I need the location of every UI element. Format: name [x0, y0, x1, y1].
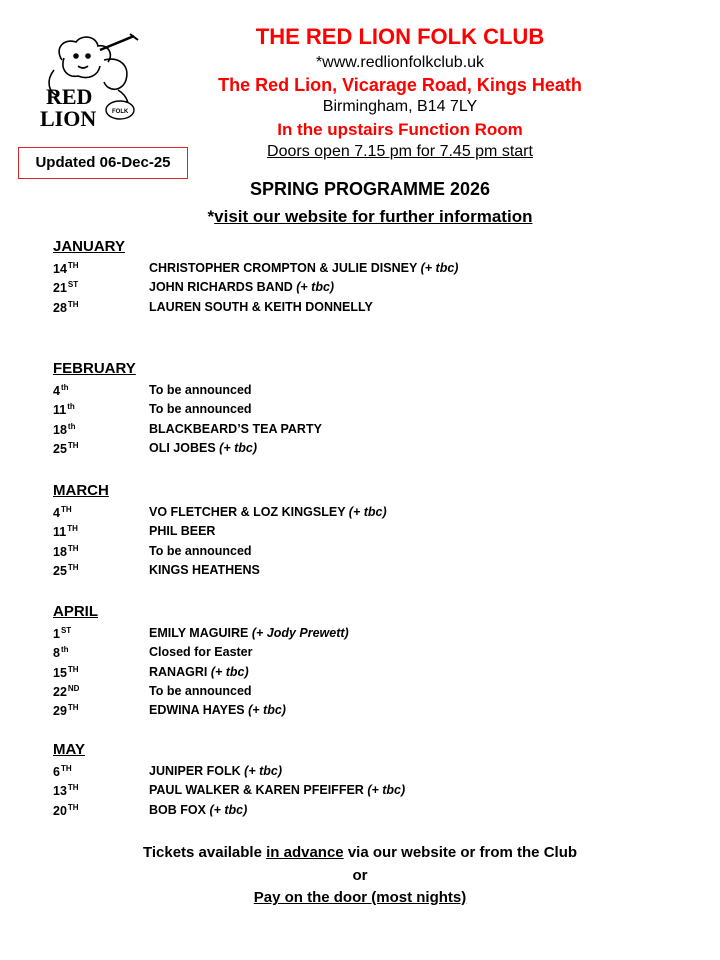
event-date: 25TH — [53, 562, 79, 578]
month-heading: JANUARY — [53, 238, 125, 255]
event-date: 15TH — [53, 664, 79, 680]
venue-address: The Red Lion, Vicarage Road, Kings Heath — [218, 75, 582, 95]
svg-text:RED: RED — [46, 84, 93, 109]
venue-room: In the upstairs Function Room — [277, 120, 523, 139]
event-date: 1ST — [53, 626, 72, 641]
event-date: 14TH — [53, 261, 79, 276]
month-heading: MARCH — [53, 482, 109, 499]
or-text: or — [352, 867, 368, 884]
event-date: 18TH — [53, 543, 79, 559]
club-title: THE RED LION FOLK CLUB — [255, 24, 545, 49]
event-act: EDWINA HAYES (+ tbc) — [149, 703, 286, 718]
event-note: (+ Jody Prewett) — [251, 626, 349, 640]
event-date: 13TH — [53, 783, 79, 799]
event-act: CHRISTOPHER CROMPTON & JULIE DISNEY (+ tbc) — [149, 261, 459, 275]
svg-text:LION: LION — [40, 106, 97, 130]
pay-on-door: Pay on the door (most nights) — [253, 889, 467, 906]
event-date: 6TH — [53, 764, 72, 779]
in-advance-link: in advance — [266, 844, 344, 861]
event-act: BLACKBEARD’S TEA PARTY — [149, 421, 322, 436]
website-url[interactable]: *www.redlionfolkclub.uk — [315, 54, 485, 71]
event-note: (+ tbc) — [367, 783, 406, 798]
event-note: (+ tbc) — [420, 261, 459, 275]
event-date: 4TH — [53, 505, 72, 520]
event-date: 8th — [53, 645, 69, 661]
event-act: To be announced — [149, 402, 252, 417]
updated-date-badge: Updated 06-Dec-25 — [18, 147, 188, 179]
event-note: (+ tbc) — [348, 505, 387, 519]
event-act: JUNIPER FOLK (+ tbc) — [149, 764, 283, 778]
event-act: BOB FOX (+ tbc) — [149, 802, 248, 817]
website-info-link[interactable]: visit our website for further information — [214, 207, 533, 226]
event-note: (+ tbc) — [296, 280, 335, 295]
event-act: To be announced — [149, 543, 252, 558]
month-heading: FEBRUARY — [53, 360, 136, 377]
programme-subtitle — [150, 207, 590, 227]
event-act: PHIL BEER — [149, 524, 216, 539]
door-times: Doors open 7.15 pm for 7.45 pm start — [267, 143, 533, 160]
tickets-line: Tickets available in advance via our website or from the Club — [142, 844, 578, 861]
event-act: To be announced — [149, 683, 252, 698]
event-act: OLI JOBES (+ tbc) — [149, 440, 258, 455]
event-date: 25TH — [53, 440, 79, 456]
svg-text:FOLK: FOLK — [112, 109, 129, 115]
event-date: 4th — [53, 383, 69, 398]
event-act: KINGS HEATHENS — [149, 562, 260, 577]
programme-title: SPRING PROGRAMME 2026 — [249, 179, 491, 199]
event-date: 22ND — [53, 683, 80, 699]
event-date: 11th — [53, 402, 75, 418]
event-date: 18th — [53, 421, 76, 437]
event-date: 21ST — [53, 280, 79, 296]
event-act: LAUREN SOUTH & KEITH DONNELLY — [149, 299, 373, 314]
event-date: 11TH — [53, 524, 78, 540]
event-act: VO FLETCHER & LOZ KINGSLEY (+ tbc) — [149, 505, 387, 519]
event-act: JOHN RICHARDS BAND (+ tbc) — [149, 280, 335, 295]
event-date: 20TH — [53, 802, 79, 818]
subtitle-prefix: * — [207, 207, 215, 226]
event-note: (+ tbc) — [219, 440, 258, 455]
event-act: Closed for Easter — [149, 645, 253, 660]
event-act: EMILY MAGUIRE (+ Jody Prewett) — [149, 626, 349, 640]
red-lion-folk-club-logo — [34, 30, 144, 130]
event-note: (+ tbc) — [210, 664, 249, 679]
event-date: 28TH — [53, 299, 79, 315]
month-heading: MAY — [53, 741, 85, 758]
venue-city: Birmingham, B14 7LY — [322, 98, 478, 115]
event-act: To be announced — [149, 383, 252, 397]
event-date: 29TH — [53, 703, 79, 719]
event-note: (+ tbc) — [244, 764, 283, 778]
month-heading: APRIL — [53, 603, 98, 620]
event-act: RANAGRI (+ tbc) — [149, 664, 249, 679]
event-note: (+ tbc) — [209, 802, 248, 817]
event-note: (+ tbc) — [248, 703, 286, 718]
event-act: PAUL WALKER & KAREN PFEIFFER (+ tbc) — [149, 783, 406, 798]
